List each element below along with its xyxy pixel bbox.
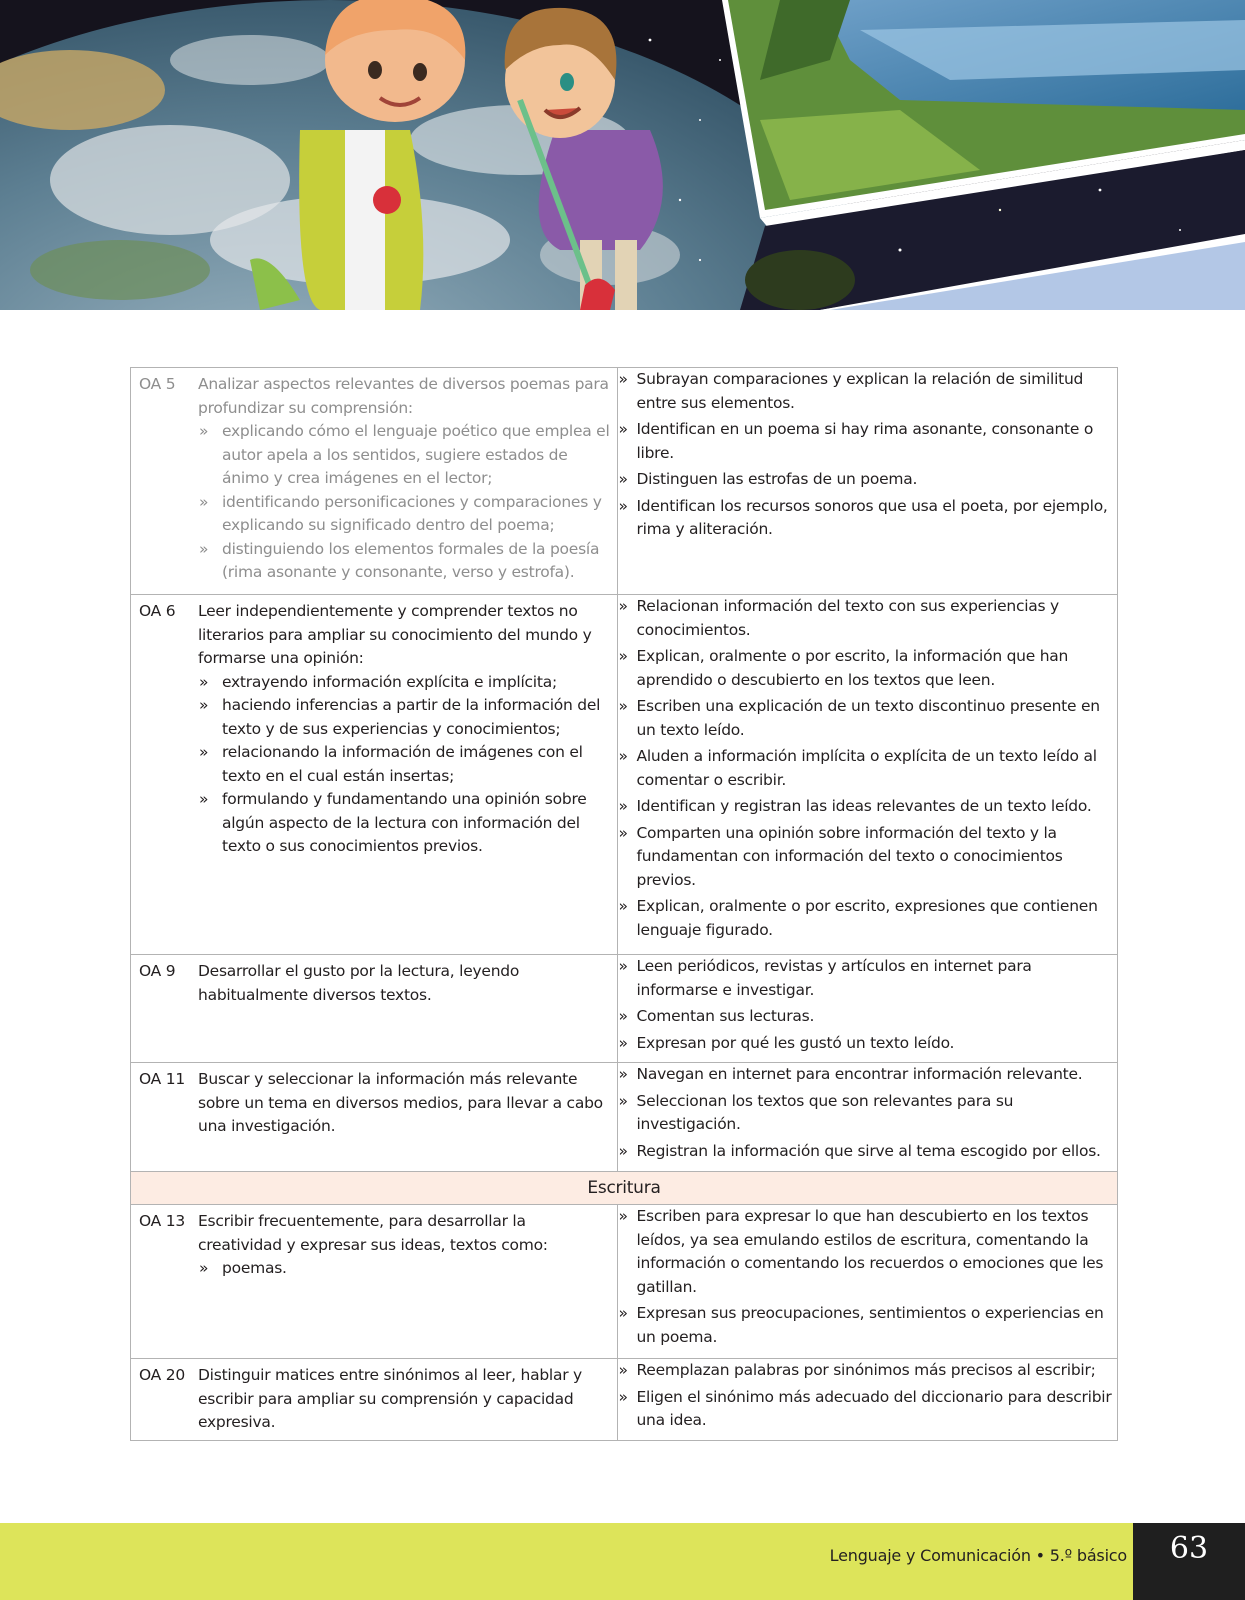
- objective-sub-list: [198, 1257, 611, 1281]
- list-item: » formulando y fundamentando una opinión sobre algún aspecto de la lectura con información del texto o sus conocimientos previos.: [198, 788, 611, 859]
- indicators-cell: [618, 595, 1118, 955]
- list-item: » Reemplazan palabras por sinónimos más precisos al escribir;: [618, 1359, 1117, 1383]
- objective-cell: [131, 1359, 618, 1441]
- list-item: » Seleccionan los textos que son relevantes para su investigación.: [618, 1090, 1117, 1137]
- indicators-cell: [618, 955, 1118, 1063]
- footer-subject: Lenguaje y Comunicación • 5.º básico: [829, 1546, 1127, 1565]
- page-footer: [0, 1523, 1245, 1600]
- indicator-list: [618, 1063, 1117, 1163]
- objective-text: Desarrollar el gusto por la lectura, leyendo habitualmente diversos textos.: [198, 962, 520, 1004]
- list-item: » identificando personificaciones y comparaciones y explicando su significado dentro del poema;: [198, 491, 611, 538]
- indicator-list: [618, 1205, 1117, 1349]
- table-row: [131, 1205, 1118, 1359]
- list-item: » Leen periódicos, revistas y artículos en internet para informarse e investigar.: [618, 955, 1117, 1002]
- objective-text: Leer independientemente y comprender textos no literarios para ampliar su conocimiento del mundo y formarse una opinión:: [198, 602, 592, 667]
- list-item: » Identifican los recursos sonoros que usa el poeta, por ejemplo, rima y aliteración.: [618, 495, 1117, 542]
- page-number-box: [1133, 1523, 1245, 1600]
- list-item: » extrayendo información explícita e implícita;: [198, 671, 611, 695]
- objective-cell: [131, 955, 618, 1063]
- list-item: » Escriben para expresar lo que han descubierto en los textos leídos, ya sea emulando estilos de escritura, comentando la información o comentando los recuerdos o emociones que les gatillan.: [618, 1205, 1117, 1299]
- section-heading: Escritura: [131, 1172, 1118, 1205]
- objective-code: OA 20: [139, 1366, 185, 1384]
- indicators-cell: [618, 1205, 1118, 1359]
- list-item: » Comentan sus lecturas.: [618, 1005, 1117, 1029]
- list-item: » relacionando la información de imágenes con el texto en el cual están insertas;: [198, 741, 611, 788]
- indicator-list: [618, 368, 1117, 542]
- indicators-cell: [618, 1063, 1118, 1172]
- objective-cell: [131, 1205, 618, 1359]
- table-row: [131, 955, 1118, 1063]
- indicators-cell: [618, 1359, 1118, 1441]
- list-item: » Registran la información que sirve al tema escogido por ellos.: [618, 1140, 1117, 1164]
- page-number: 63: [1169, 1531, 1209, 1566]
- objective-sub-list: [198, 420, 611, 585]
- list-item: » Identifican y registran las ideas relevantes de un texto leído.: [618, 795, 1117, 819]
- table-row: [131, 595, 1118, 955]
- objective-code: OA 13: [139, 1212, 185, 1230]
- indicator-list: [618, 1359, 1117, 1433]
- list-item: » Subrayan comparaciones y explican la relación de similitud entre sus elementos.: [618, 368, 1117, 415]
- objective-cell: [131, 1063, 618, 1172]
- table-row: [131, 368, 1118, 595]
- list-item: » Expresan por qué les gustó un texto leído.: [618, 1032, 1117, 1056]
- objective-code: OA 6: [139, 602, 176, 620]
- table-row: [131, 1359, 1118, 1441]
- table-row: [131, 1063, 1118, 1172]
- list-item: » Eligen el sinónimo más adecuado del diccionario para describir una idea.: [618, 1386, 1117, 1433]
- objective-cell: [131, 595, 618, 955]
- objective-code: OA 5: [139, 375, 176, 393]
- list-item: » haciendo inferencias a partir de la información del texto y de sus experiencias y conocimientos;: [198, 694, 611, 741]
- indicator-list: [618, 955, 1117, 1055]
- list-item: » Identifican en un poema si hay rima asonante, consonante o libre.: [618, 418, 1117, 465]
- learning-objectives-table: [130, 367, 1118, 1441]
- objective-code: OA 9: [139, 962, 176, 980]
- objective-text: Buscar y seleccionar la información más relevante sobre un tema en diversos medios, para llevar a cabo una investigación.: [198, 1070, 603, 1135]
- objective-code: OA 11: [139, 1070, 185, 1088]
- list-item: » Distinguen las estrofas de un poema.: [618, 468, 1117, 492]
- indicator-list: [618, 595, 1117, 942]
- objective-text: Distinguir matices entre sinónimos al leer, hablar y escribir para ampliar su comprensión y capacidad expresiva.: [198, 1366, 582, 1431]
- list-item: » distinguiendo los elementos formales de la poesía (rima asonante y consonante, verso y estrofa).: [198, 538, 611, 585]
- list-item: » Navegan en internet para encontrar información relevante.: [618, 1063, 1117, 1087]
- list-item: » Relacionan información del texto con sus experiencias y conocimientos.: [618, 595, 1117, 642]
- objective-cell: [131, 368, 618, 595]
- list-item: » Explican, oralmente o por escrito, la información que han aprendido o descubierto en los textos que leen.: [618, 645, 1117, 692]
- section-heading-row: [131, 1172, 1118, 1205]
- list-item: » Aluden a información implícita o explícita de un texto leído al comentar o escribir.: [618, 745, 1117, 792]
- list-item: » Escriben una explicación de un texto discontinuo presente en un texto leído.: [618, 695, 1117, 742]
- objective-text: Analizar aspectos relevantes de diversos poemas para profundizar su comprensión:: [198, 375, 609, 417]
- list-item: » explicando cómo el lenguaje poético que emplea el autor apela a los sentidos, sugiere estados de ánimo y crea imágenes en el lector;: [198, 420, 611, 491]
- objective-sub-list: [198, 671, 611, 859]
- list-item: » poemas.: [198, 1257, 611, 1281]
- list-item: » Comparten una opinión sobre información del texto y la fundamentan con información del texto o conocimientos previos.: [618, 822, 1117, 893]
- objective-text: Escribir frecuentemente, para desarrollar la creatividad y expresar sus ideas, textos como:: [198, 1212, 548, 1254]
- indicators-cell: [618, 368, 1118, 595]
- header-illustration: [0, 0, 1245, 310]
- reading-rows: [131, 368, 1118, 1441]
- list-item: » Expresan sus preocupaciones, sentimientos o experiencias en un poema.: [618, 1302, 1117, 1349]
- list-item: » Explican, oralmente o por escrito, expresiones que contienen lenguaje figurado.: [618, 895, 1117, 942]
